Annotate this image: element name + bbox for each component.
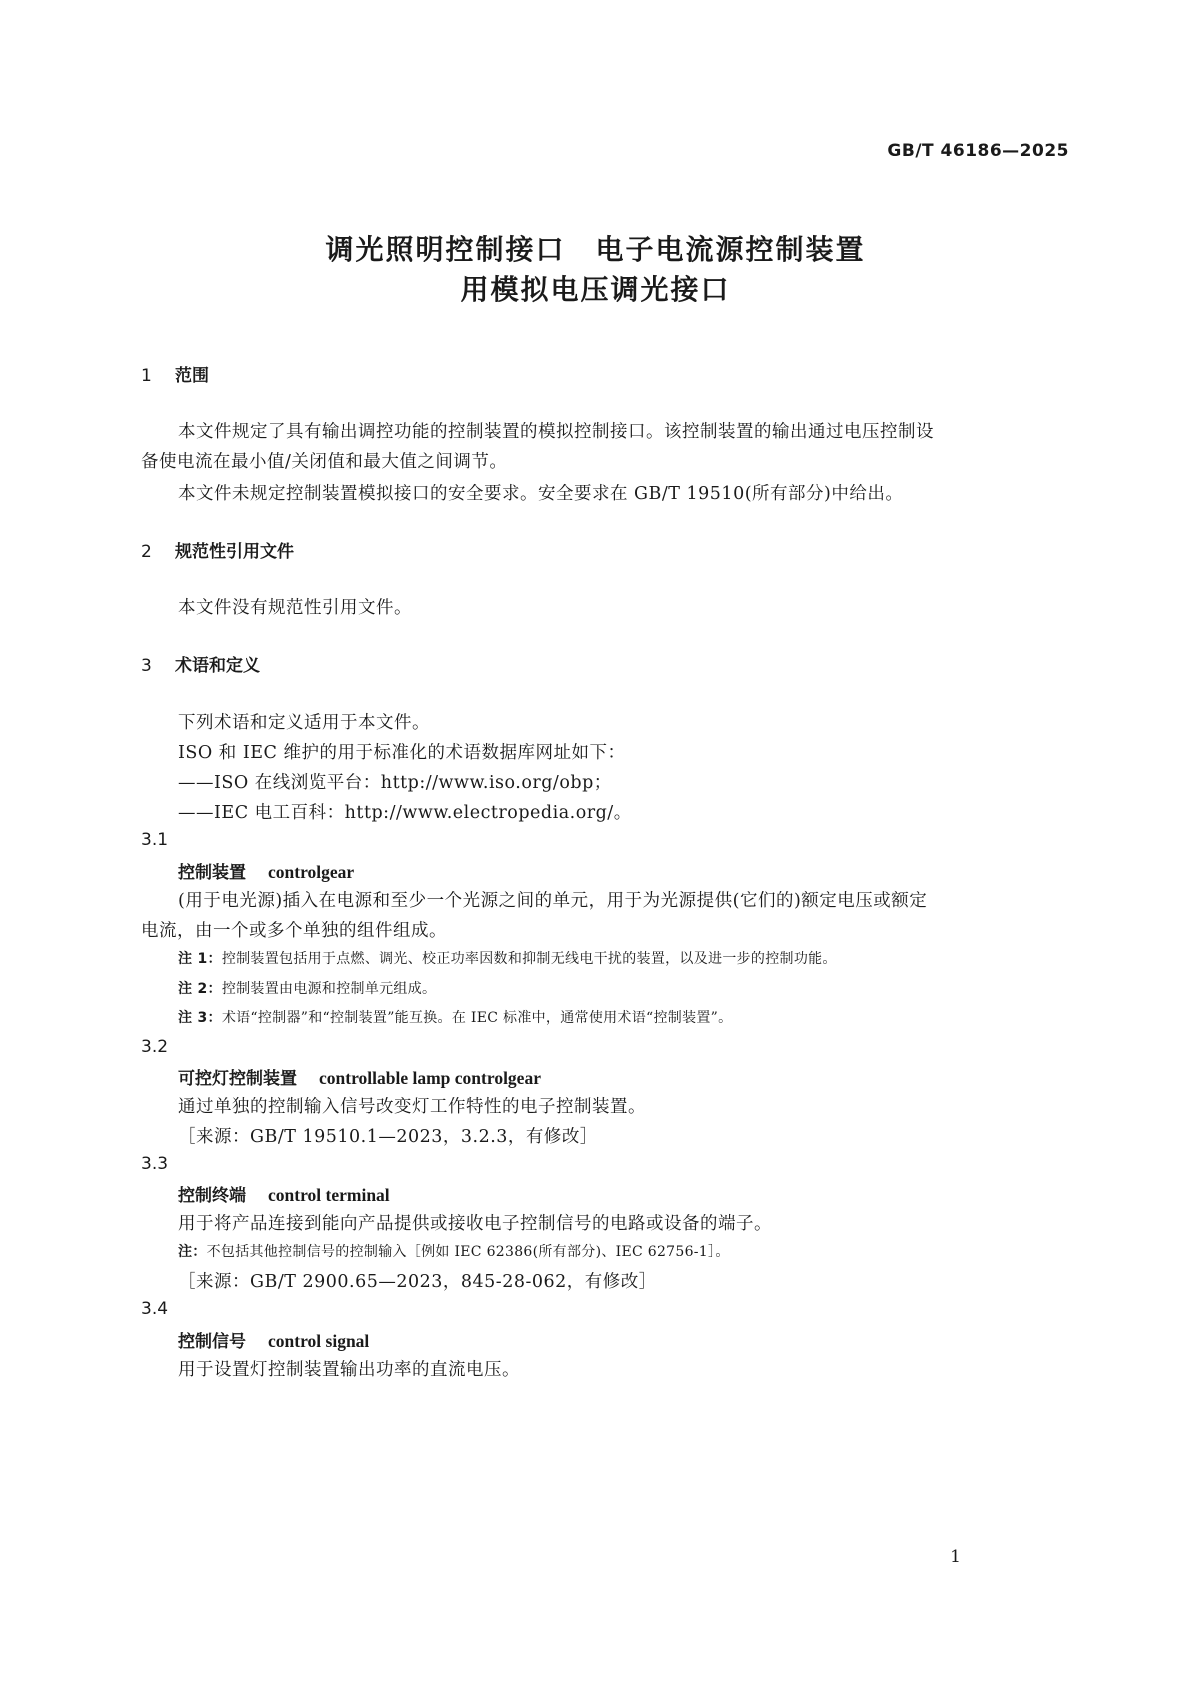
term-definition-line1: (用于电光源)插入在电源和至少一个光源之间的单元，用于为光源提供(它们的)额定电压或额定 <box>178 891 928 911</box>
term-heading <box>178 1181 390 1206</box>
term-heading <box>178 858 354 883</box>
section-heading-terms-definitions <box>141 651 260 676</box>
terms-paragraph-2: ISO 和 IEC 维护的用于标准化的术语数据库网址如下： <box>178 743 626 763</box>
terms-list-item-iec: ——IEC 电工百科：http://www.electropedia.org/。 <box>178 803 632 823</box>
standard-number: GB/T 46186—2025 <box>887 141 1069 161</box>
term-note <box>178 1007 732 1027</box>
term-chinese: 控制装置 <box>178 863 246 883</box>
term-definition: 用于将产品连接到能向产品提供或接收电子控制信号的电路或设备的端子。 <box>178 1214 772 1234</box>
section-number: 2 <box>141 542 152 562</box>
note-text: 控制装置由电源和控制单元组成。 <box>221 981 437 997</box>
section-heading-normative-references <box>141 537 294 562</box>
note-label: 注 1： <box>178 951 222 967</box>
term-note <box>178 1241 730 1261</box>
note-text: 不包括其他控制信号的控制输入［例如 IEC 62386(所有部分)、IEC 62756-1］。 <box>206 1244 730 1260</box>
section-title: 范围 <box>175 366 209 386</box>
term-note <box>178 948 837 968</box>
term-chinese: 控制信号 <box>178 1332 246 1352</box>
term-definition: 通过单独的控制输入信号改变灯工作特性的电子控制装置。 <box>178 1097 646 1117</box>
document-title-line2: 用模拟电压调光接口 <box>460 273 731 306</box>
note-text: 术语“控制器”和“控制装置”能互换。在 IEC 标准中，通常使用术语“控制装置”。 <box>221 1010 733 1026</box>
term-heading <box>178 1064 541 1089</box>
term-note <box>178 978 436 998</box>
terms-paragraph-1: 下列术语和定义适用于本文件。 <box>178 713 430 733</box>
terms-list-item-iso: ——ISO 在线浏览平台：http://www.iso.org/obp； <box>178 773 612 793</box>
term-english: controlgear <box>268 862 355 882</box>
term-number: 3.2 <box>141 1037 169 1057</box>
term-definition: 用于设置灯控制装置输出功率的直流电压。 <box>178 1360 520 1380</box>
note-text: 控制装置包括用于点燃、调光、校正功率因数和抑制无线电干扰的装置，以及进一步的控制功能。 <box>221 951 837 967</box>
document-title-line1: 调光照明控制接口 电子电流源控制装置 <box>325 233 866 266</box>
term-number: 3.3 <box>141 1154 169 1174</box>
term-chinese: 可控灯控制装置 <box>178 1069 297 1089</box>
term-source: ［来源：GB/T 19510.1—2023，3.2.3，有修改］ <box>178 1127 598 1147</box>
page-number: 1 <box>950 1547 961 1567</box>
term-english: controllable lamp controlgear <box>319 1068 541 1088</box>
term-definition-line2: 电流，由一个或多个单独的组件组成。 <box>141 921 447 941</box>
references-paragraph: 本文件没有规范性引用文件。 <box>178 598 412 618</box>
term-number: 3.4 <box>141 1299 169 1319</box>
term-chinese: 控制终端 <box>178 1186 246 1206</box>
note-label: 注： <box>178 1244 207 1260</box>
section-title: 规范性引用文件 <box>175 542 294 562</box>
section-heading-scope <box>141 361 209 386</box>
section-title: 术语和定义 <box>175 656 260 676</box>
note-label: 注 2： <box>178 981 222 997</box>
term-english: control signal <box>268 1331 370 1351</box>
term-source: ［来源：GB/T 2900.65—2023，845-28-062，有修改］ <box>178 1272 657 1292</box>
note-label: 注 3： <box>178 1010 222 1026</box>
section-number: 1 <box>141 366 152 386</box>
scope-paragraph-1-line1: 本文件规定了具有输出调控功能的控制装置的模拟控制接口。该控制装置的输出通过电压控制设 <box>178 422 934 442</box>
scope-paragraph-2: 本文件未规定控制装置模拟接口的安全要求。安全要求在 GB/T 19510(所有部分)中给出。 <box>178 484 904 504</box>
term-english: control terminal <box>268 1185 390 1205</box>
term-heading <box>178 1327 369 1352</box>
term-number: 3.1 <box>141 830 169 850</box>
section-number: 3 <box>141 656 152 676</box>
scope-paragraph-1-line2: 备使电流在最小值/关闭值和最大值之间调节。 <box>141 452 508 472</box>
